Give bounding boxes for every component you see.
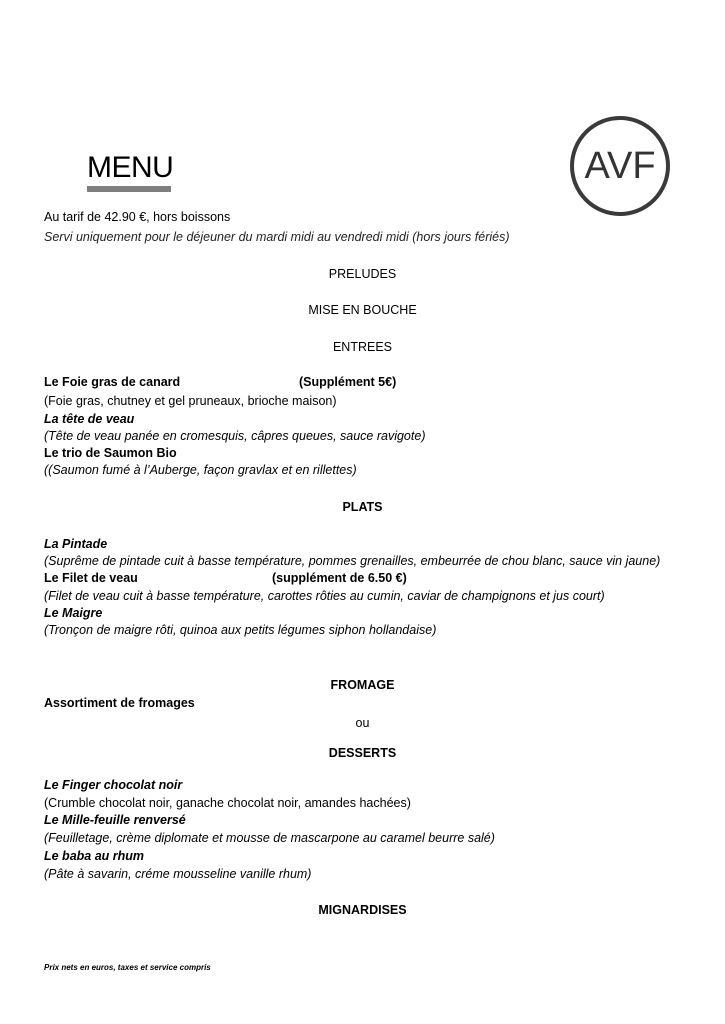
service-line: Servi uniquement pour le déjeuner du mardi midi au vendredi midi (hors jours fériés) [44,230,510,244]
fromage-item: Assortiment de fromages [44,696,195,710]
plat-name: La Pintade [44,537,108,551]
title-underline [87,186,171,192]
avf-logo [570,116,670,216]
dessert-name: Le baba au rhum [44,849,145,863]
dessert-desc: (Pâte à savarin, créme mousseline vanille rhum) [44,867,312,881]
entree-name: Le Foie gras de canard [44,375,181,389]
or-separator: ou [355,716,370,730]
plat-desc: (Tronçon de maigre rôti, quinoa aux petits légumes siphon hollandaise) [44,623,437,637]
section-plats: PLATS [342,500,383,514]
section-mignardises: MIGNARDISES [318,903,407,917]
section-preludes: PRELUDES [328,267,397,281]
entree-name: La tête de veau [44,412,135,426]
dessert-name: Le Mille-feuille renversé [44,813,186,827]
entree-desc: (Foie gras, chutney et gel pruneaux, brioche maison) [44,394,337,408]
entree-desc: (Tête de veau panée en cromesquis, câpres queues, sauce ravigote) [44,429,426,443]
entree-name: Le trio de Saumon Bio [44,446,177,460]
section-desserts: DESSERTS [328,746,397,760]
plat-supplement: (supplément de 6.50 €) [272,571,407,585]
section-entrees: ENTREES [332,340,393,354]
logo-text: AVF [584,144,656,187]
dessert-name: Le Finger chocolat noir [44,778,183,792]
dessert-desc: (Crumble chocolat noir, ganache chocolat noir, amandes hachées) [44,796,411,810]
plat-desc: (Suprême de pintade cuit à basse température, pommes grenailles, embeurrée de chou blanc, sauce vin jaune) [44,554,661,568]
section-fromage: FROMAGE [330,678,395,692]
section-mise-en-bouche: MISE EN BOUCHE [308,303,417,317]
price-line: Au tarif de 42.90 €, hors boissons [44,210,231,224]
entree-supplement: (Supplément 5€) [299,375,397,389]
dessert-desc: (Feuilletage, crème diplomate et mousse de mascarpone au caramel beurre salé) [44,831,495,845]
plat-desc: (Filet de veau cuit à basse température, carottes rôties au cumin, caviar de champignons et jus court) [44,589,605,603]
plat-name: Le Maigre [44,606,103,620]
entree-desc: ((Saumon fumé à l’Auberge, façon gravlax et en rillettes) [44,463,357,477]
footer-note: Prix nets en euros, taxes et service compris [44,963,211,972]
plat-name: Le Filet de veau [44,571,138,585]
page-title: MENU [87,151,174,184]
